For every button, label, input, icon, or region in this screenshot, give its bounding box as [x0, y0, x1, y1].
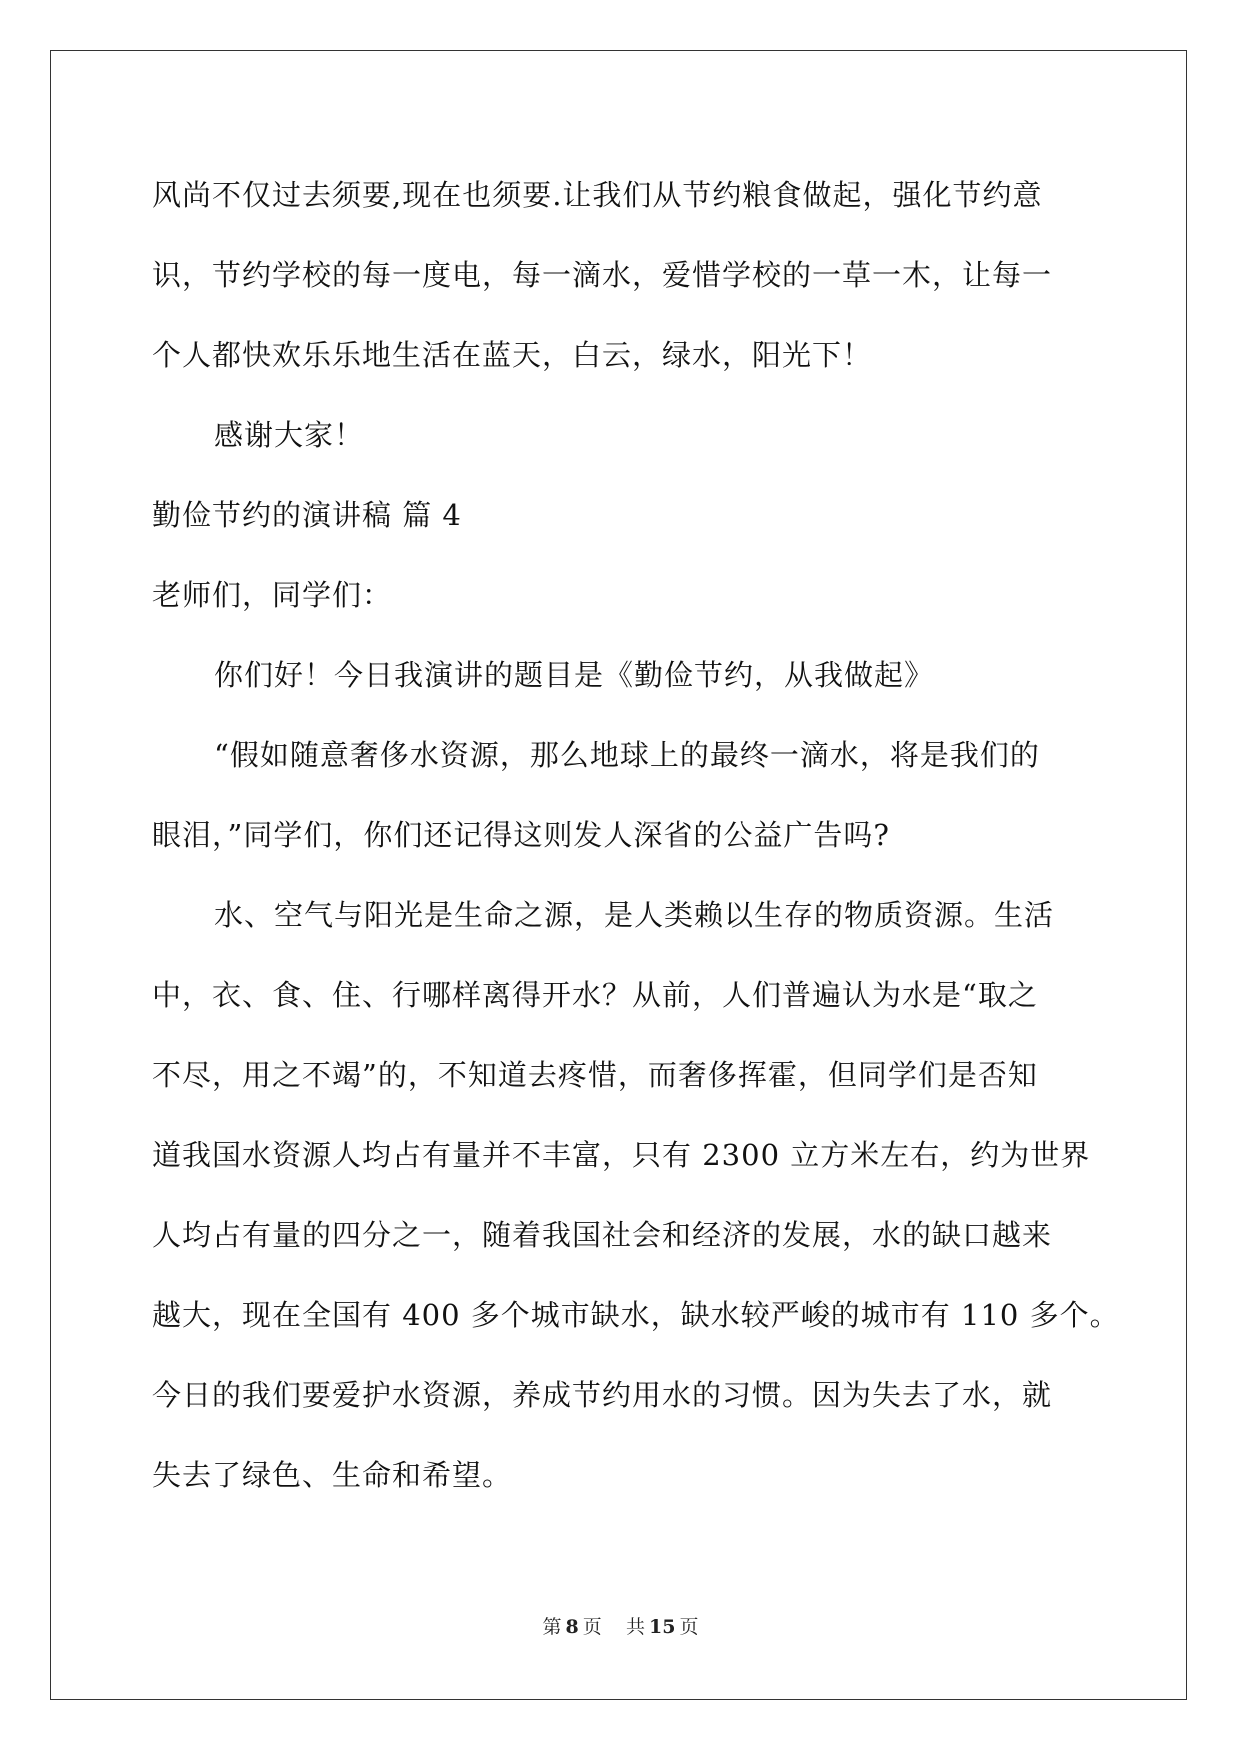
paragraph-line: 你们好！今日我演讲的题目是《勤俭节约，从我做起》 [214, 658, 935, 692]
paragraph-line: 感谢大家！ [214, 418, 365, 452]
total-suffix: 页 [679, 1616, 699, 1638]
paragraph-line: 风尚不仅过去须要,现在也须要.让我们从节约粮食做起，强化节约意 [152, 178, 1043, 212]
paragraph-line: 失去了绿色、生命和希望。 [152, 1458, 513, 1492]
page-suffix: 页 [582, 1616, 602, 1638]
current-page-number: 8 [565, 1616, 579, 1638]
total-page-count: 15 [648, 1616, 676, 1638]
paragraph-line: 眼泪，”同学们，你们还记得这则发人深省的公益广告吗? [152, 818, 890, 852]
paragraph-line: 越大，现在全国有 400 多个城市缺水，缺水较严峻的城市有 110 多个。 [152, 1298, 1120, 1332]
salutation: 老师们，同学们： [152, 578, 393, 612]
page-prefix: 第 [542, 1616, 562, 1638]
page-footer [0, 1612, 1241, 1639]
paragraph-line: 水、空气与阳光是生命之源，是人类赖以生存的物质资源。生活 [214, 898, 1055, 932]
paragraph-line: 今日的我们要爱护水资源，养成节约用水的习惯。因为失去了水，就 [152, 1378, 1053, 1412]
paragraph-line: 个人都快欢乐乐地生活在蓝天，白云，绿水，阳光下！ [152, 338, 873, 372]
paragraph-line: 人均占有量的四分之一，随着我国社会和经济的发展，水的缺口越来 [152, 1218, 1053, 1252]
paragraph-line: 不尽，用之不竭”的，不知道去疼惜，而奢侈挥霍，但同学们是否知 [152, 1058, 1038, 1092]
paragraph-line: “假如随意奢侈水资源，那么地球上的最终一滴水，将是我们的 [214, 738, 1040, 772]
paragraph-line: 识，节约学校的每一度电，每一滴水，爱惜学校的一草一木，让每一 [152, 258, 1053, 292]
total-prefix: 共 [625, 1616, 645, 1638]
document-body [152, 155, 1120, 1515]
paragraph-line: 道我国水资源人均占有量并不丰富，只有 2300 立方米左右，约为世界 [152, 1138, 1091, 1172]
section-heading: 勤俭节约的演讲稿 篇 4 [152, 498, 462, 532]
paragraph-line: 中，衣、食、住、行哪样离得开水？从前，人们普遍认为水是“取之 [152, 978, 1038, 1012]
